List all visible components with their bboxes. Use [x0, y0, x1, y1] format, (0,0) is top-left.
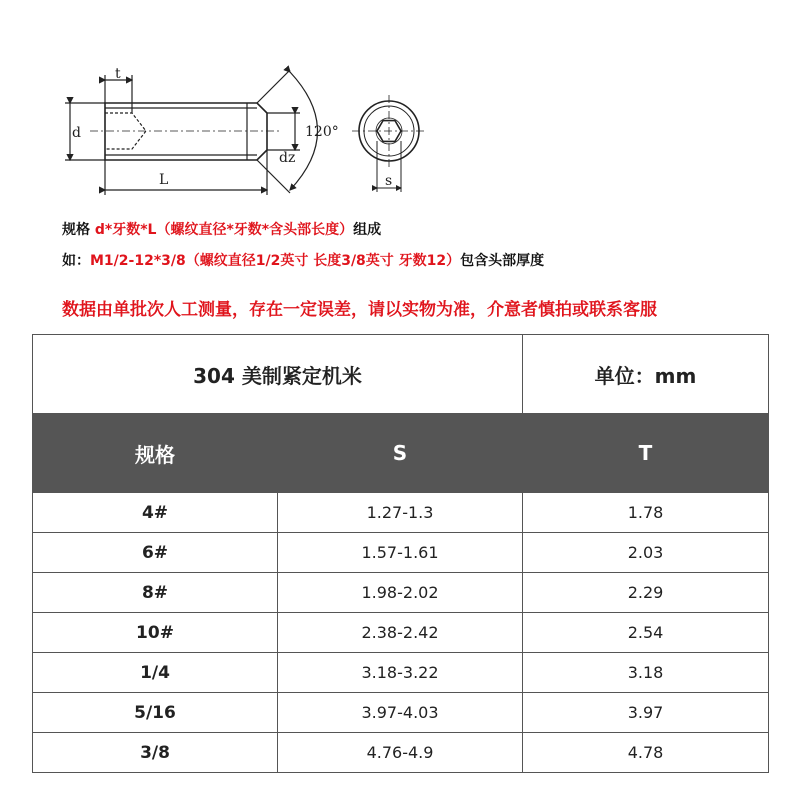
dim-label-dz: dz: [279, 150, 296, 166]
column-header-size: 规格: [33, 414, 278, 493]
column-header-t: T: [523, 414, 769, 493]
table-row: [33, 733, 769, 773]
table-title-row: [33, 335, 769, 414]
spec-example-line: [62, 250, 544, 270]
dim-label-t: t: [115, 66, 121, 82]
table-row: [33, 653, 769, 693]
spec-line2-prefix: 如：: [62, 253, 90, 269]
spec-line1-prefix: 规格: [62, 222, 95, 238]
spec-table: [32, 334, 769, 773]
spec-format-line: [62, 219, 381, 239]
measurement-disclaimer: 数据由单批次人工测量，存在一定误差，请以实物为准，介意者慎拍或联系客服: [62, 300, 657, 320]
spec-line1-formula: d*牙数*L（螺纹直径*牙数*含头部长度）: [94, 222, 354, 238]
cell-s: 3.97-4.03: [278, 693, 523, 733]
table-unit: 单位：mm: [523, 335, 769, 414]
cell-t: 1.78: [523, 493, 769, 533]
cell-size: 8#: [33, 573, 278, 613]
cell-s: 1.27-1.3: [278, 493, 523, 533]
cell-size: 6#: [33, 533, 278, 573]
cell-size: 10#: [33, 613, 278, 653]
spec-line1-suffix: 组成: [353, 222, 382, 238]
table-row: [33, 493, 769, 533]
dim-label-angle: 120°: [305, 124, 339, 140]
table-row: [33, 693, 769, 733]
cell-s: 3.18-3.22: [278, 653, 523, 693]
set-screw-diagram: [0, 0, 800, 210]
table-row: [33, 613, 769, 653]
cell-t: 3.97: [523, 693, 769, 733]
cell-s: 2.38-2.42: [278, 613, 523, 653]
cell-s: 1.57-1.61: [278, 533, 523, 573]
cell-size: 3/8: [33, 733, 278, 773]
table-title: 304 美制紧定机米: [33, 335, 523, 414]
cell-t: 4.78: [523, 733, 769, 773]
cell-t: 2.54: [523, 613, 769, 653]
table-row: [33, 573, 769, 613]
dim-label-d: d: [72, 125, 81, 141]
cell-size: 4#: [33, 493, 278, 533]
cell-size: 1/4: [33, 653, 278, 693]
screw-side-view: [65, 70, 318, 195]
spec-line2-example: M1/2-12*3/8（螺纹直径1/2英寸 长度3/8英寸 牙数12）: [90, 253, 461, 269]
column-header-s: S: [278, 414, 523, 493]
dim-label-L: L: [159, 172, 169, 188]
cell-s: 4.76-4.9: [278, 733, 523, 773]
cell-size: 5/16: [33, 693, 278, 733]
cell-t: 3.18: [523, 653, 769, 693]
dim-label-s: s: [385, 173, 393, 189]
cell-s: 1.98-2.02: [278, 573, 523, 613]
table-row: [33, 533, 769, 573]
spec-line2-suffix: 包含头部厚度: [460, 253, 545, 269]
cell-t: 2.29: [523, 573, 769, 613]
table-header-row: [33, 414, 769, 493]
cell-t: 2.03: [523, 533, 769, 573]
